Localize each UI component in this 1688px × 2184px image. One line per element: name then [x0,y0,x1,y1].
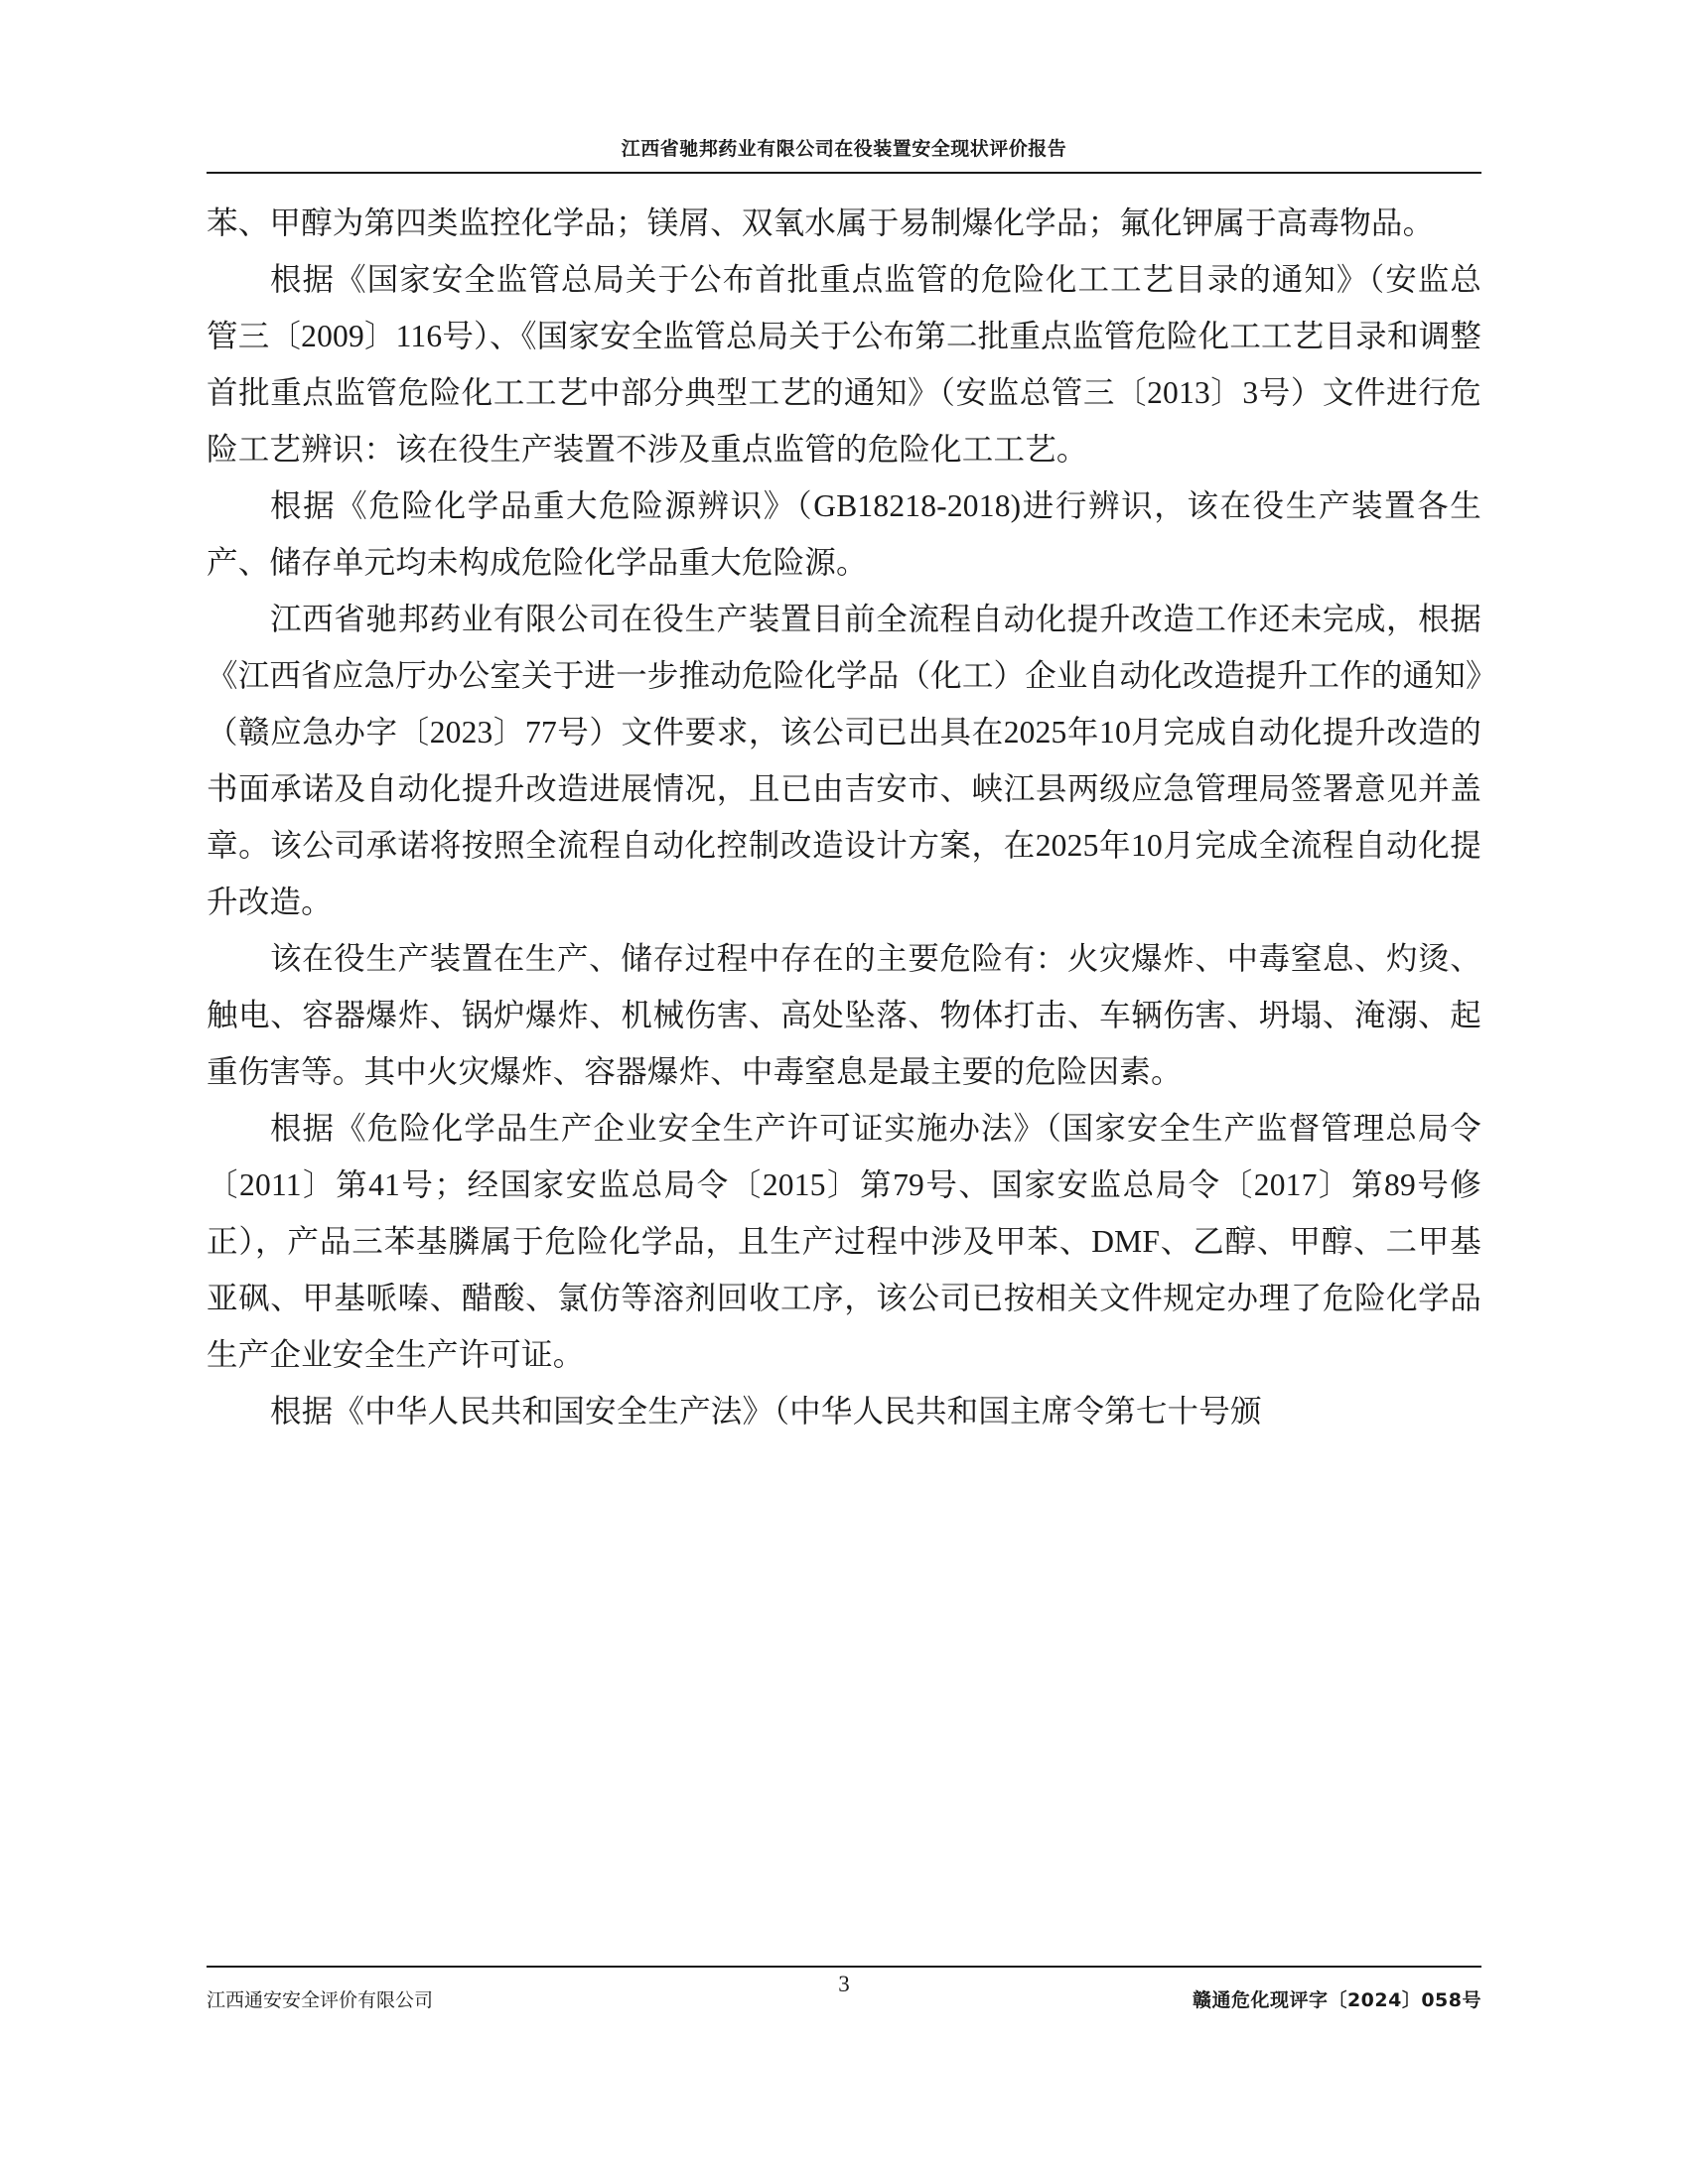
document-body [207,195,1481,1439]
paragraph: 该在役生产装置在生产、储存过程中存在的主要危险有：火灾爆炸、中毒窒息、灼烫、触电、容器爆炸、锅炉爆炸、机械伤害、高处坠落、物体打击、车辆伤害、坍塌、淹溺、起重伤害等。其中火灾爆炸、容器爆炸、中毒窒息是最主要的危险因素。 [207,941,1481,1089]
paragraph: 根据《国家安全监管总局关于公布首批重点监管的危险化工工艺目录的通知》（安监总管三〔2009〕116号）、《国家安全监管总局关于公布第二批重点监管危险化工工艺目录和调整首批重点监管危险化工工艺中部分典型工艺的通知》（安监总管三〔2013〕3号）文件进行危险工艺辨识：该在役生产装置不涉及重点监管的危险化工工艺。 [207,262,1481,467]
header-divider [207,172,1481,174]
paragraph: 根据《危险化学品生产企业安全生产许可证实施办法》（国家安全生产监督管理总局令〔2011〕第41号；经国家安监总局令〔2015〕第79号、国家安监总局令〔2017〕第89号修正），产品三苯基膦属于危险化学品，且生产过程中涉及甲苯、DMF、乙醇、甲醇、二甲基亚砜、甲基哌嗪、醋酸、氯仿等溶剂回收工序，该公司已按相关文件规定办理了危险化学品生产企业安全生产许可证。 [207,1111,1481,1372]
page-header-title: 江西省驰邦药业有限公司在役装置安全现状评价报告 [621,138,1067,160]
footer-report-number: 赣通危化现评字〔2024〕058号 [1192,1988,1481,2011]
paragraph: 苯、甲醇为第四类监控化学品；镁屑、双氧水属于易制爆化学品；氟化钾属于高毒物品。 [207,205,1435,240]
footer-company-name: 江西通安安全评价有限公司 [207,1988,434,2011]
paragraph: 江西省驰邦药业有限公司在役生产装置目前全流程自动化提升改造工作还未完成，根据《江西省应急厅办公室关于进一步推动危险化学品（化工）企业自动化改造提升工作的通知》（赣应急办字〔2023〕77号）文件要求，该公司已出具在2025年10月完成自动化提升改造的书面承诺及自动化提升改造进展情况，且已由吉安市、峡江县两级应急管理局签署意见并盖章。该公司承诺将按照全流程自动化控制改造设计方案，在2025年10月完成全流程自动化提升改造。 [207,602,1481,919]
paragraph: 根据《中华人民共和国安全生产法》（中华人民共和国主席令第七十号颁 [270,1394,1262,1429]
footer-divider [207,1966,1481,1968]
footer-page-number: 3 [838,1972,850,1996]
paragraph: 根据《危险化学品重大危险源辨识》（GB18218-2018)进行辨识，该在役生产装置各生产、储存单元均未构成危险化学品重大危险源。 [207,488,1481,580]
